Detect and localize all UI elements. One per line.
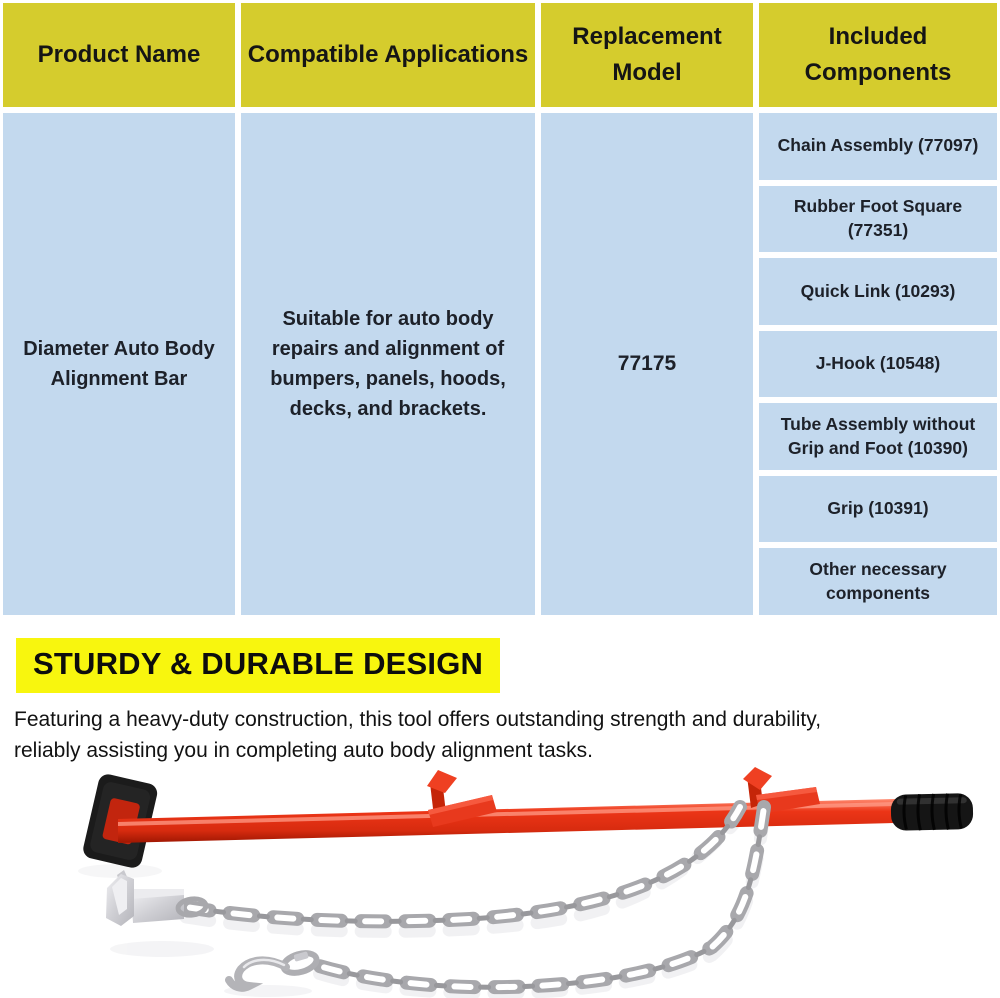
grip-handle: [891, 793, 974, 831]
component-row-chain-assembly: Chain Assembly (77097): [759, 113, 997, 180]
section-heading: STURDY & DURABLE DESIGN: [16, 638, 500, 693]
component-row-quick-link: Quick Link (10293): [759, 258, 997, 325]
component-row-grip: Grip (10391): [759, 476, 997, 543]
j-hook: [229, 949, 319, 987]
header-product-name: Product Name: [3, 3, 235, 107]
cell-product-name: Diameter Auto Body Alignment Bar: [3, 113, 235, 615]
component-row-tube-assembly: Tube Assembly without Grip and Foot (10390): [759, 403, 997, 470]
section-description-line1: Featuring a heavy-duty construction, this tool offers outstanding strength and durability,: [14, 707, 822, 731]
section-description-line2: reliably assisting you in completing auto body alignment tasks.: [14, 738, 593, 762]
header-compatible-applications: Compatible Applications: [241, 3, 535, 107]
header-replacement-model: Replacement Model: [541, 3, 753, 107]
cell-replacement-model: 77175: [541, 113, 753, 615]
component-row-j-hook: J-Hook (10548): [759, 331, 997, 398]
header-included-components: Included Components: [759, 3, 997, 107]
component-row-other: Other necessary components: [759, 548, 997, 615]
section-description: [14, 704, 1000, 766]
alignment-bar-illustration: [0, 767, 1000, 998]
product-figure: [0, 767, 1000, 998]
component-row-rubber-foot-square: Rubber Foot Square (77351): [759, 186, 997, 253]
cell-compatible-applications: Suitable for auto body repairs and alignment of bumpers, panels, hoods, decks, and brackets.: [241, 113, 535, 615]
